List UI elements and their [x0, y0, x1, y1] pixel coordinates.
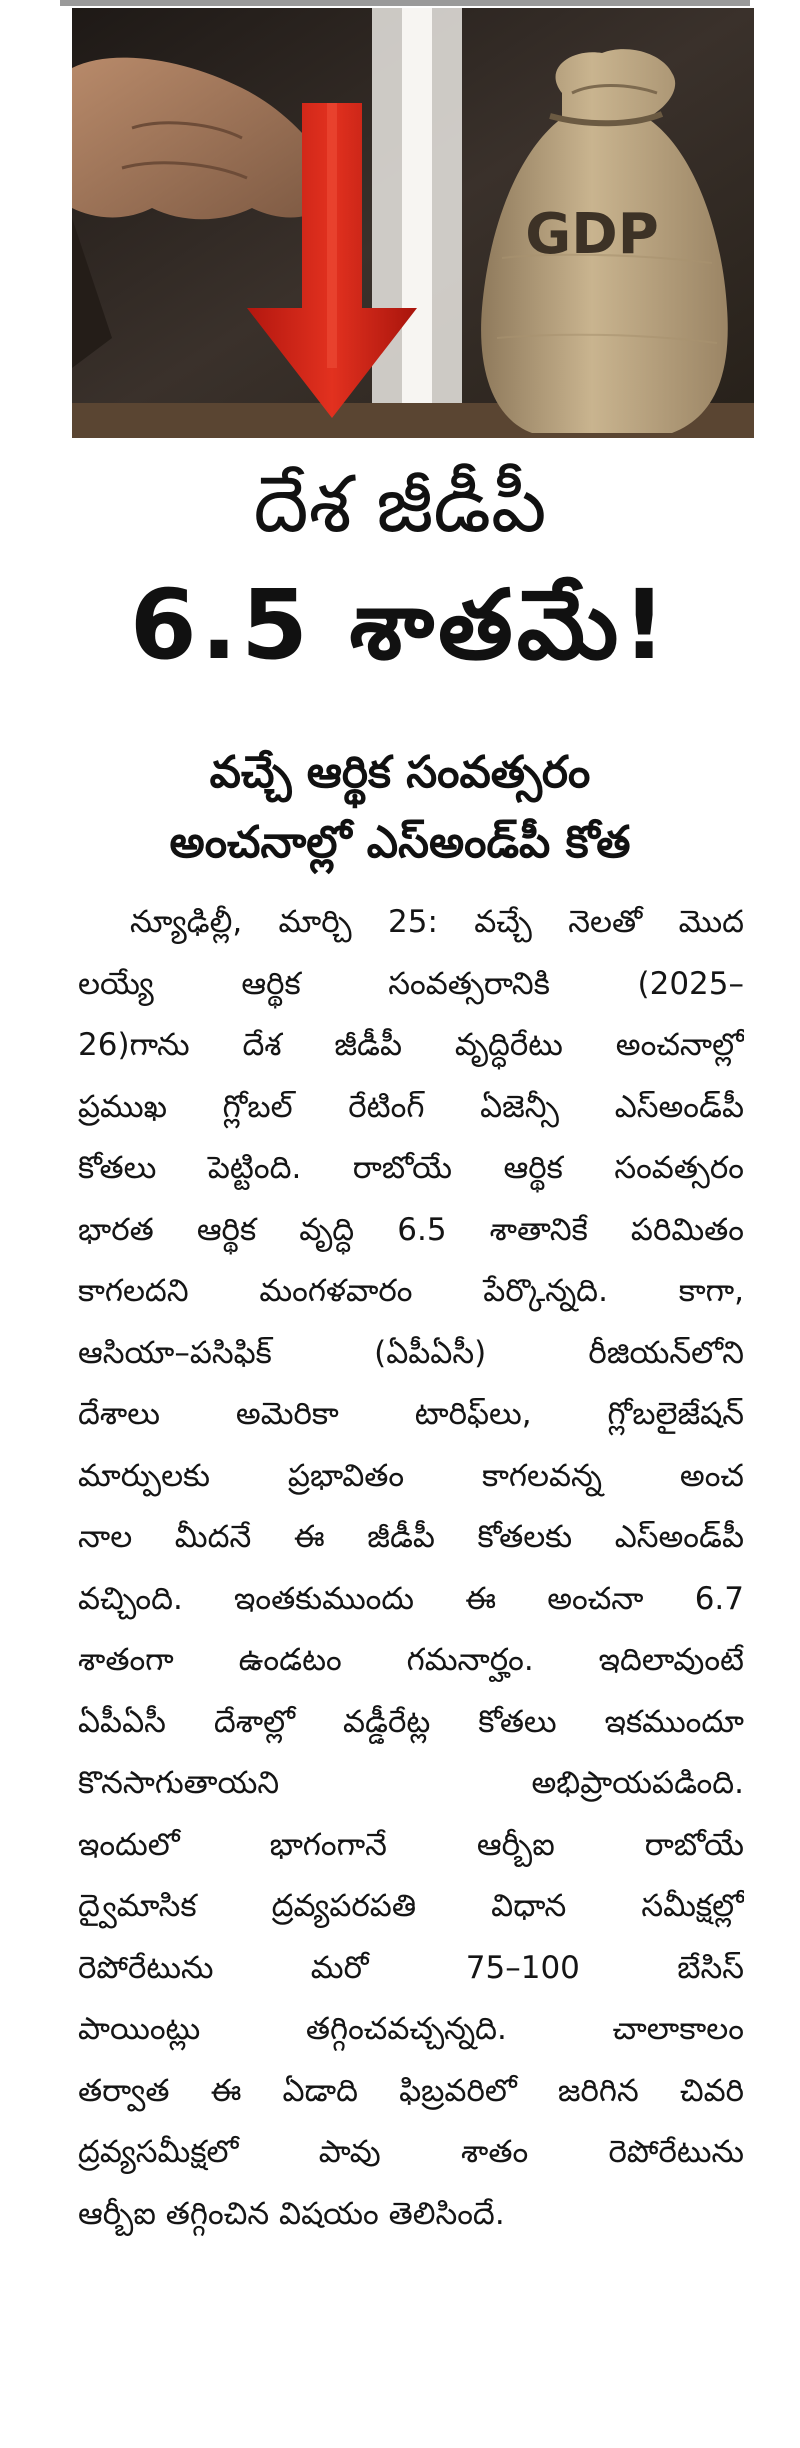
headline-line-1: దేశ జీడీపీ	[253, 460, 547, 550]
body-line: ద్రవ్యసమీక్షలో పావు శాతం రెపోరేటును	[78, 2134, 744, 2170]
body-line: ఇందులో భాగంగానే ఆర్బీఐ రాబోయే	[78, 1826, 744, 1863]
body-line: కోతలు పెట్టింది. రాబోయే ఆర్థిక సంవత్సరం	[78, 1150, 744, 1186]
body-line: ఆసియా–పసిఫిక్ (ఏపీఏసీ) రీజియన్‌లోని	[78, 1334, 744, 1371]
article-photo	[72, 8, 754, 438]
subheadline-line-2: అంచనాల్లో ఎస్‌అండ్‌పీ కోత	[169, 817, 631, 868]
body-line: న్యూఢిల్లీ, మార్చి 25: వచ్చే నెలతో మొద	[130, 904, 744, 940]
body-line: భారత ఆర్థిక వృద్ధి 6.5 శాతానికే పరిమితం	[78, 1211, 744, 1248]
body-line: పాయింట్లు తగ్గించవచ్చన్నది. చాలాకాలం	[78, 2011, 744, 2047]
body-line: నాల మీదనే ఈ జీడీపీ కోతలకు ఎస్‌అండ్‌పీ	[78, 1519, 744, 1555]
body-line: ప్రముఖ గ్లోబల్ రేటింగ్ ఏజెన్సీ ఎస్‌అండ్‌పీ	[78, 1088, 744, 1125]
subheadline-line-1: వచ్చే ఆర్థిక సంవత్సరం	[209, 747, 591, 798]
body-line: ఆర్బీఐ తగ్గించిన విషయం తెలిసిందే.	[78, 2195, 505, 2232]
body-line: కొనసాగుతాయని అభిప్రాయపడింది.	[78, 1765, 744, 1801]
article-body	[78, 892, 744, 2245]
body-line: శాతంగా ఉండటం గమనార్హం. ఇదిలావుంటే	[78, 1642, 744, 1678]
top-rule	[60, 0, 750, 6]
body-line: వచ్చింది. ఇంతకుముందు ఈ అంచనా 6.7	[78, 1580, 744, 1617]
body-line: 26)గాను దేశ జీడీపీ వృద్ధిరేటు అంచనాల్లో	[78, 1027, 744, 1063]
headline-line-2: 6.5 శాతమే!	[129, 569, 671, 681]
body-line: రెపోరేటును మరో 75–100 బేసిస్	[78, 1949, 744, 1986]
body-line: దేశాలు అమెరికా టారిఫ్‌లు, గ్లోబలైజేషన్	[78, 1396, 744, 1432]
body-line: మార్పులకు ప్రభావితం కాగలవన్న అంచ	[78, 1457, 744, 1494]
body-line: కాగలదని మంగళవారం పేర్కొన్నది. కాగా,	[78, 1273, 744, 1309]
body-line: ద్వైమాసిక ద్రవ్యపరపతి విధాన సమీక్షల్లో	[78, 1888, 744, 1924]
body-line: లయ్యే ఆర్థిక సంవత్సరానికి (2025–	[78, 965, 744, 1002]
bag-label: GDP	[525, 202, 659, 267]
body-line: తర్వాత ఈ ఏడాది ఫిబ్రవరిలో జరిగిన చివరి	[78, 2072, 744, 2109]
gdp-down-arrow-illustration	[72, 8, 754, 438]
body-line: ఏపీఏసీ దేశాల్లో వడ్డీరేట్ల కోతలు ఇకముందూ	[78, 1703, 744, 1740]
